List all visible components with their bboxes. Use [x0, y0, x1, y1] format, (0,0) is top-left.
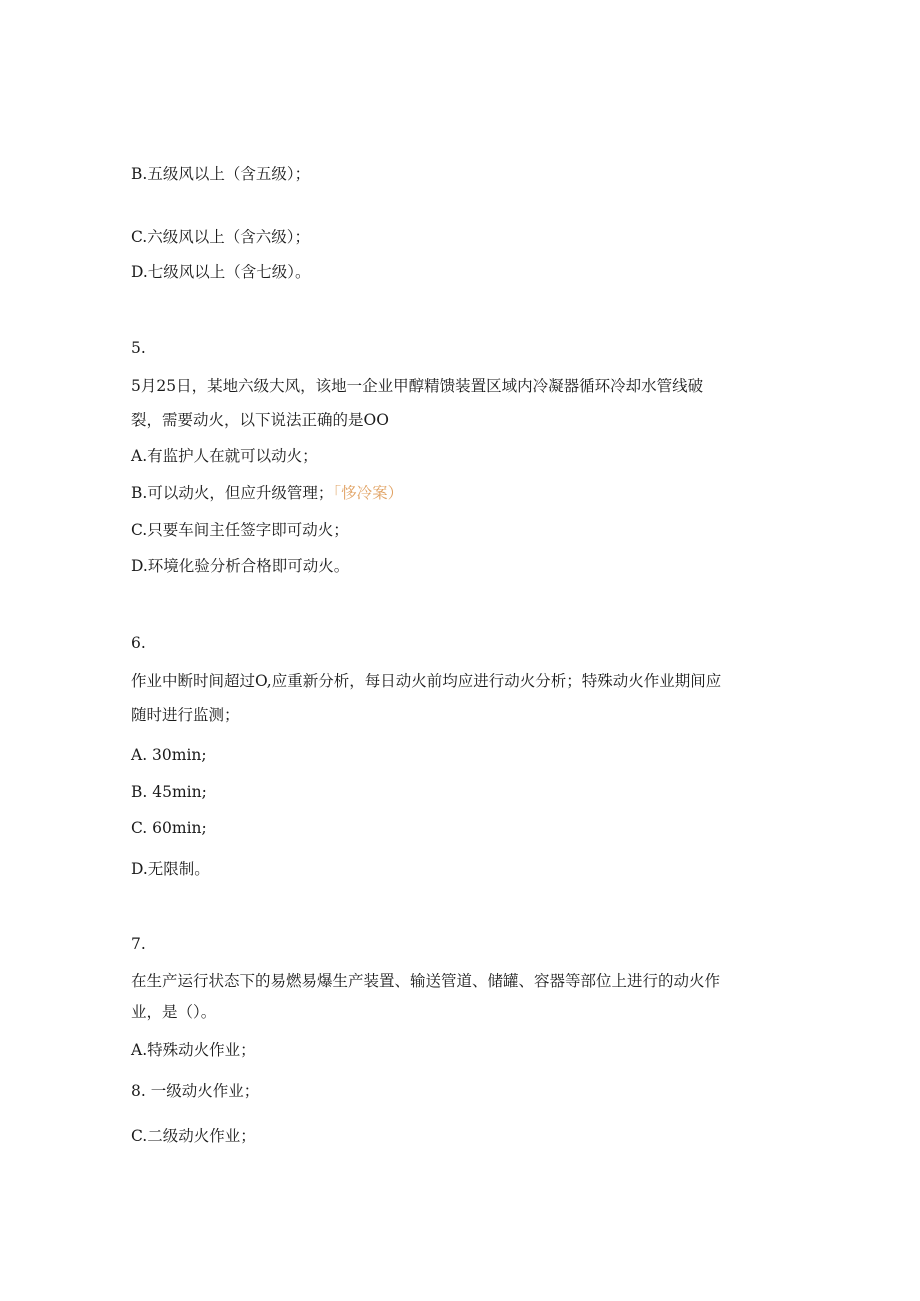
- q5-option-d: D.环境化验分析合格即可动火。: [131, 557, 350, 575]
- q5-option-a: A.有监护人在就可以动火；: [131, 447, 318, 465]
- q6-option-c: C. 60min;: [131, 819, 207, 837]
- q6-text-line-1: 作业中断时间超过O,应重新分析，每日动火前均应进行动火分析；特殊动火作业期间应: [131, 672, 722, 690]
- q6-option-b: B. 45min;: [131, 783, 207, 801]
- q7-option-b: 8. 一级动火作业；: [131, 1082, 260, 1100]
- q5-option-b-text: B.可以动火，但应升级管理；: [131, 484, 334, 502]
- q6-option-a: A. 30min;: [131, 746, 207, 764]
- q5-option-c: C.只要车间主任签字即可动火；: [131, 521, 349, 539]
- q5-text-line-1: 5月25日，某地六级大风，该地一企业甲醇精馈装置区域内冷凝器循环冷却水管线破: [131, 377, 704, 395]
- q6-option-d: D.无限制。: [131, 860, 210, 878]
- q7-option-c: C.二级动火作业；: [131, 1127, 256, 1145]
- q5-answer-mark: 「恀冷案）: [333, 484, 404, 502]
- q4-option-c: C.六级风以上（含六级）；: [131, 228, 310, 246]
- q6-number: 6.: [131, 634, 146, 652]
- q4-option-d: D.七级风以上（含七级）。: [131, 263, 311, 281]
- q5-option-b: [131, 483, 403, 503]
- q6-text-line-2: 随时进行监测；: [131, 706, 240, 724]
- q7-text-line-1: 在生产运行状态下的易燃易爆生产装置、输送管道、储罐、容器等部位上进行的动火作: [131, 972, 721, 990]
- q4-option-b: B.五级风以上（含五级）；: [131, 165, 311, 183]
- q5-text-line-2: 裂，需要动火，以下说法正确的是OO: [131, 411, 389, 429]
- q7-text-line-2: 业，是（）。: [131, 1003, 217, 1021]
- q5-number: 5.: [131, 339, 146, 357]
- q7-number: 7.: [131, 935, 146, 953]
- q7-option-a: A.特殊动火作业；: [131, 1041, 256, 1059]
